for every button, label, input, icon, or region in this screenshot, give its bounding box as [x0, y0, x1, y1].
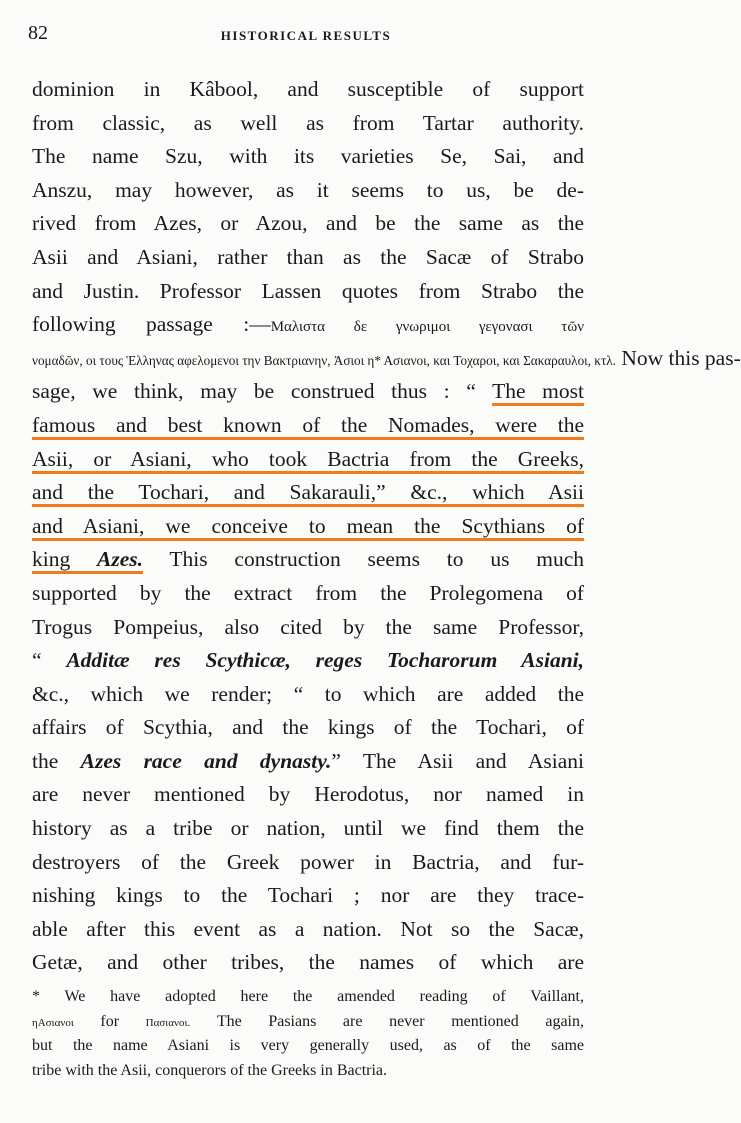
- text-segment: The Pasians are never mentioned again,: [190, 1012, 584, 1030]
- text-line: nishing kings to the Tochari ; nor are they trace-: [32, 883, 584, 908]
- footnote: [32, 985, 584, 1083]
- text-line: [32, 543, 584, 577]
- footnote-line: but the name Asiani is very generally used, as of the same: [32, 1037, 584, 1054]
- greek-word: ηΑσιανοι: [32, 1016, 74, 1029]
- underlined-quote: Asii, or Asiani, who took Bactria from the Greeks,: [32, 446, 584, 471]
- text-line: [32, 476, 584, 510]
- text-line: [32, 308, 584, 342]
- italic-phrase: Azes race and dynasty.: [80, 748, 332, 773]
- running-title: HISTORICAL RESULTS: [220, 28, 392, 43]
- text-segment: “: [32, 648, 67, 673]
- text-line: Trogus Pompeius, also cited by the same Professor,: [32, 614, 584, 639]
- text-line: destroyers of the Greek power in Bactria, and fur-: [32, 849, 584, 874]
- footnote-line: * We have adopted here the amended reading of Vaillant,: [32, 988, 584, 1005]
- text-segment: ” The Asii and Asiani: [331, 748, 584, 773]
- latin-quote: Additæ res Scythicæ, reges Tocharorum Asiani,: [66, 648, 584, 673]
- text-segment: following passage :—: [32, 312, 271, 337]
- greek-quote: νομαδῶν, οι τους Ἑλληνας αφελομενοι την Βακτριανην, Ἀσιοι η* Ασιανοι, και Τοχαροι, και Σακαραυλοι, κτλ.: [32, 352, 616, 368]
- underlined-quote-italic: Azes.: [97, 547, 144, 572]
- underlined-quote: The most: [492, 379, 584, 404]
- text-line: [32, 375, 584, 409]
- main-text: [32, 73, 741, 980]
- text-segment: for: [73, 1012, 146, 1030]
- text-segment: sage, we think, may be construed thus : “: [32, 379, 493, 404]
- text-line: [32, 644, 584, 678]
- text-line: able after this event as a nation. Not so the Sacæ,: [32, 916, 584, 941]
- text-line: &c., which we render; “ to which are added the: [32, 681, 584, 706]
- text-line: dominion in Kâbool, and susceptible of support: [32, 77, 584, 101]
- underlined-quote: famous and best known of the Nomades, were the: [32, 412, 584, 437]
- footnote-line: tribe with the Asii, conquerors of the Greeks in Bactria.: [32, 1061, 388, 1079]
- text-line: and Justin. Professor Lassen quotes from Strabo the: [32, 278, 584, 303]
- text-line: supported by the extract from the Prolegomena of: [32, 580, 584, 605]
- underlined-quote: and the Tochari, and Sakarauli,” &c., which Asii: [32, 480, 584, 505]
- text-segment: This construction seems to us much: [143, 547, 584, 572]
- underlined-quote: and Asiani, we conceive to mean the Scythians of: [32, 513, 584, 538]
- footnote-line: [32, 1010, 584, 1035]
- greek-word: Πασιανοι.: [145, 1016, 191, 1029]
- page-number: 82: [28, 22, 48, 44]
- greek-quote: Μαλιστα δε γνωριμοι γεγονασι τῶν: [270, 319, 584, 336]
- text-line: Getæ, and other tribes, the names of which are: [32, 950, 584, 975]
- text-line: The name Szu, with its varieties Se, Sai, and: [32, 144, 584, 169]
- text-line: affairs of Scythia, and the kings of the Tochari, of: [32, 715, 584, 740]
- text-line: [32, 745, 584, 779]
- text-line: [32, 409, 584, 443]
- text-line: [32, 443, 584, 477]
- text-line: are never mentioned by Herodotus, nor named in: [32, 782, 584, 807]
- greek-line: [32, 342, 741, 376]
- text-line: [32, 510, 584, 544]
- text-segment: Now this pas-: [615, 345, 741, 370]
- text-line: Asii and Asiani, rather than as the Sacæ of Strabo: [32, 244, 584, 269]
- text-line: Anszu, may however, as it seems to us, be de-: [32, 177, 584, 202]
- text-segment: the: [32, 748, 81, 773]
- text-line: history as a tribe or nation, until we find them the: [32, 816, 584, 841]
- text-line: from classic, as well as from Tartar authority.: [32, 110, 584, 135]
- page-header: [28, 22, 584, 52]
- underlined-quote: king: [32, 547, 98, 572]
- text-line: rived from Azes, or Azou, and be the same as the: [32, 211, 584, 236]
